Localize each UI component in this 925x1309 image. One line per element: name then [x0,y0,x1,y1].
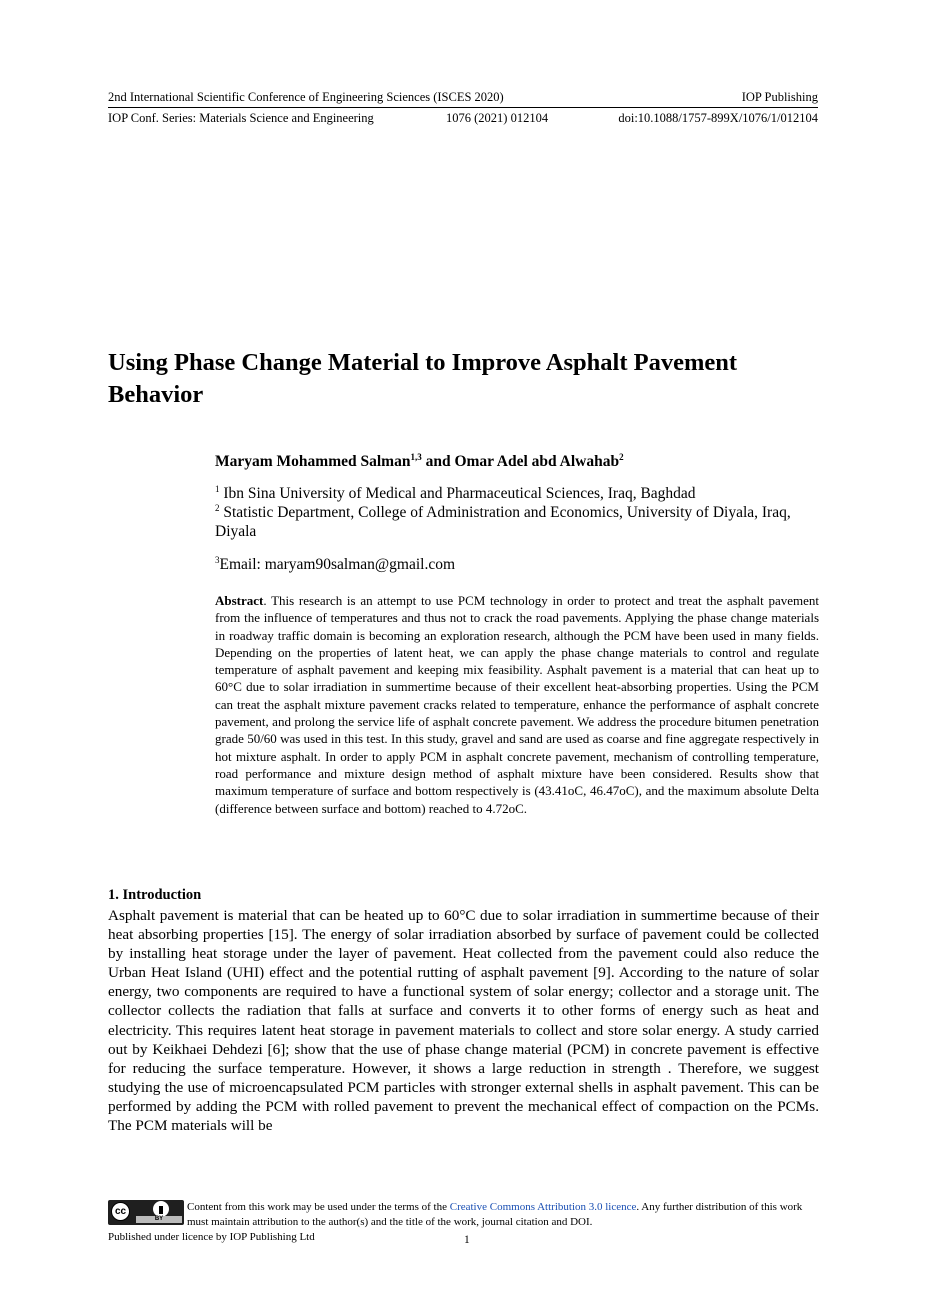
author-joiner: and [421,453,455,471]
page-number: 1 [464,1234,470,1246]
publisher-name: IOP Publishing [741,90,818,104]
author-2: Omar Adel abd Alwahab [454,453,620,471]
published-under-licence: Published under licence by IOP Publishing Ltd [108,1231,315,1243]
email-num: 3 [215,555,220,565]
volume-info: 1076 (2021) 012104 [446,111,549,125]
running-header-top [108,90,818,108]
author-line [215,452,624,471]
abstract-label: Abstract [215,593,264,608]
cc-by-label: BY [136,1216,182,1223]
affiliation-2-num: 2 [215,503,220,513]
creative-commons-by-icon [108,1200,184,1225]
email-line [215,555,455,574]
license-text-post: . Any further distribution of this work must maintain attribution to the author(s) and the title of the work, journal citation and DOI. [187,1201,803,1228]
paper-title: Using Phase Change Material to Improve Asphalt Pavement Behavior [108,349,738,408]
doi: doi:10.1088/1757-899X/1076/1/012104 [618,111,818,125]
series-name: IOP Conf. Series: Materials Science and Engineering [108,111,374,125]
author-1: Maryam Mohammed Salman [215,453,411,471]
email-text: Email: maryam90salman@gmail.com [219,556,456,574]
affiliation-2-text: Statistic Department, College of Administration and Economics, University of Diyala, Iraq, Diyala [215,504,791,541]
license-text-pre: Content from this work may be used under the terms of the [187,1201,450,1213]
running-header-bottom [108,111,818,128]
conference-name: 2nd International Scientific Conference of Engineering Sciences (ISCES 2020) [108,90,504,104]
license-link[interactable]: Creative Commons Attribution 3.0 licence [449,1201,637,1213]
author-2-sup: 2 [619,452,624,462]
introduction-text: Asphalt pavement is material that can be heated up to 60°C due to solar irradiation in summertime because of their heat absorbing properties [15]. The energy of solar irradiation absorbed by surface of pavement could be collected by installing heat storage under the layer of pavement. Heat collected from the pavement could also reduce the Urban Heat Island (UHI) effect and the potential rutting of asphalt pavement [9]. According to the nature of solar energy, two components are required to have a functional system of solar energy; collector and a storage unit. The collector collects the radiation that falls at surface and converts it to other forms of energy such as heat and electricity. This requires latent heat storage in pavement materials to collect and store solar energy. A study carried out by Keikhaei Dehdezi [6]; show that the use of phase change material (PCM) in concrete pavement is effective for reducing the surface temperature. However, it shows a large reduction in strength . Therefore, we suggest studying the use of microencapsulated PCM particles with stronger external shells in asphalt pavement. This can be performed by adding the PCM with rolled pavement to prevent the mechanical effect of compaction on the PCMs. The PCM materials will be [108,907,819,1135]
affiliation-2 [215,499,815,541]
section-heading-introduction: 1. Introduction [108,887,202,903]
abstract [215,592,819,817]
abstract-text: . This research is an attempt to use PCM technology in order to protect and treat the asphalt pavement from the influence of temperatures and thus not to crack the road pavements. Applying the phase change materials in roadway traffic domain is becoming an exploration research, although the PCM have been used in many fields. Depending on the properties of latent heat, we can apply the phase change materials to control and regulate temperature of asphalt pavement and keeping mix feasibility. Asphalt pavement is a material that can heat up to 60°C due to solar irradiation in summertime because of their excellent heat-absorbing properties. Using the PCM can treat the asphalt mixture pavement cracks related to temperature, enhance the performance of asphalt concrete pavement, and prolong the service life of asphalt concrete pavement. We address the procedure bitumen penetration grade 50/60 was used in this test. In this study, gravel and sand are used as coarse and fine aggregate respectively in hot mixture asphalt. In order to apply PCM in asphalt concrete pavement, mechanism of controlling temperature, road performance and mixture design method of asphalt mixture have been considered. Results show that maximum temperature of surface and bottom respectively is (43.41oC, 46.47oC), and the maximum absolute Delta (difference between surface and bottom) reached to 4.72oC. [215,593,819,816]
affiliation-1-text: Ibn Sina University of Medical and Pharmaceutical Sciences, Iraq, Baghdad [219,485,696,503]
license-statement [187,1200,820,1230]
attribution-person-icon [153,1201,169,1217]
author-1-sup: 1,3 [410,452,422,462]
page-footer [108,1198,820,1268]
cc-circle-icon: cc [111,1202,130,1221]
affiliation-1-num: 1 [215,484,220,494]
